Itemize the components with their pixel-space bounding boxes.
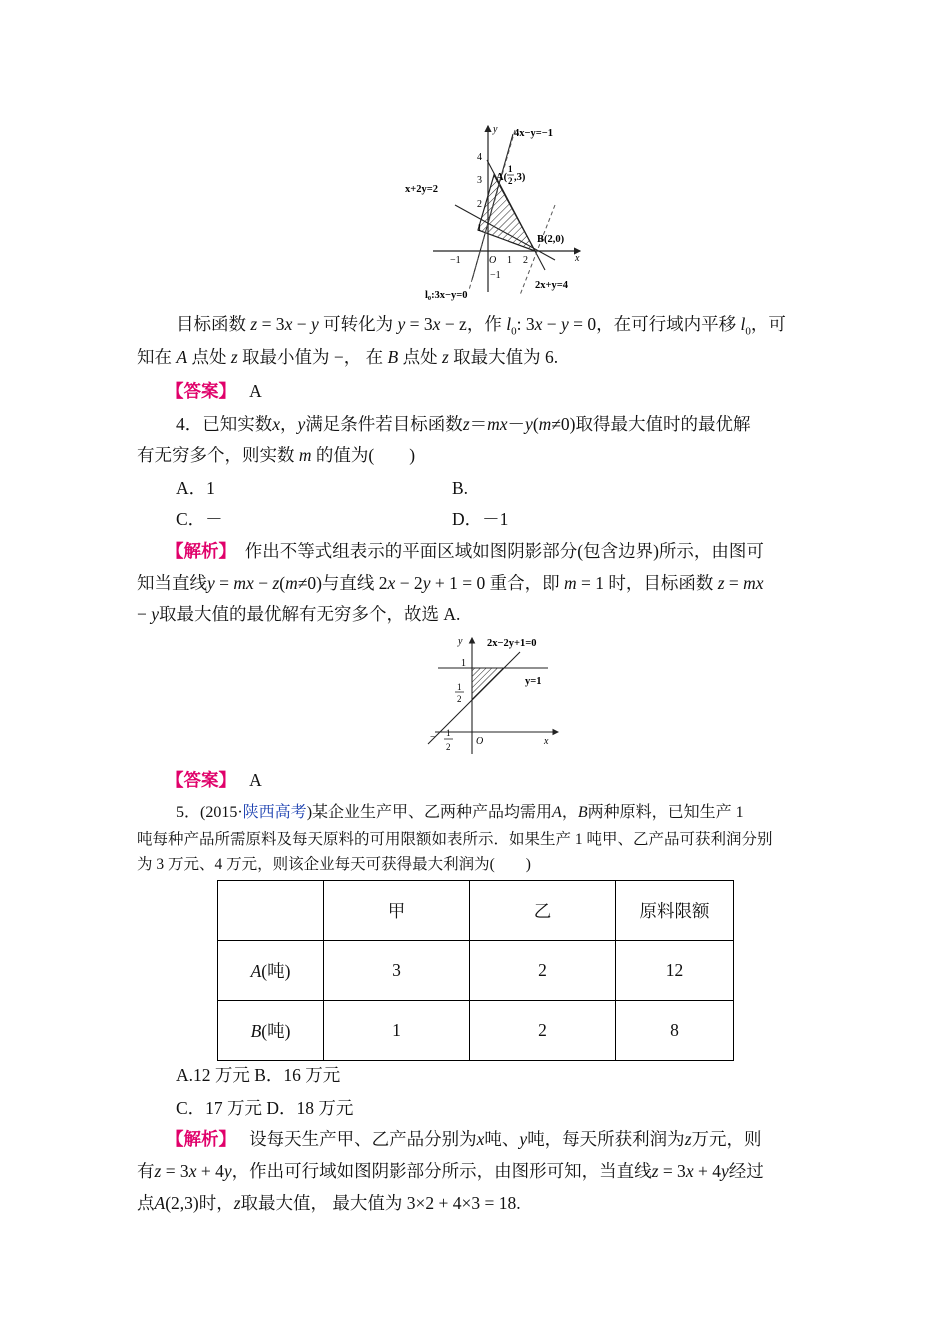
tick-y-1: 1 — [477, 223, 482, 234]
text: ( — [279, 573, 286, 593]
text: ， — [280, 414, 298, 434]
text: 作出不等式组表示的平面区域如图阴影部分(包含边界)所示，由图可 — [244, 541, 764, 561]
tick-half-num: 1 — [457, 682, 462, 692]
answer-tag: 【答案】 — [166, 770, 236, 790]
var-a: A — [552, 804, 562, 821]
text: 吨，每天所获利润为 — [527, 1129, 685, 1149]
var-x: x — [476, 1129, 485, 1149]
label-point-a: A( — [496, 172, 508, 183]
table-row — [218, 1001, 734, 1061]
solution-tag: 【解析】 — [166, 541, 236, 561]
text: = 3 — [257, 314, 285, 334]
var-mx: mx — [743, 573, 764, 593]
text: = — [724, 573, 744, 593]
text: = 0，在可行域内平移 — [568, 314, 737, 334]
var-a: A — [176, 347, 188, 367]
text: 万元，则 — [691, 1129, 762, 1149]
var-mx: mx — [487, 414, 508, 434]
question-5-line-1 — [176, 802, 744, 824]
tick-y-3: 3 — [477, 175, 482, 186]
var-z: z — [230, 347, 238, 367]
text: = 1 时，目标函数 — [576, 573, 714, 593]
var-l: l — [506, 314, 512, 334]
text: 有 — [137, 1161, 155, 1181]
label-4x-y: 4x−y=−1 — [514, 128, 553, 139]
var-z: z — [250, 314, 258, 334]
text: 目标函数 — [176, 314, 246, 334]
text: = — [214, 573, 234, 593]
var-y: y — [720, 1161, 729, 1181]
unit: (吨) — [261, 1021, 291, 1041]
axis-x-label: x — [544, 736, 549, 747]
line-2x-2y — [428, 652, 520, 744]
var-m: m — [563, 573, 577, 593]
text: ，可 — [750, 314, 786, 334]
source-link[interactable]: 陕西高考 — [242, 804, 307, 821]
question-4-line-1 — [176, 413, 750, 435]
tick-x-neg1: −1 — [450, 255, 461, 266]
var-z: z — [717, 573, 725, 593]
option-4c: C．－ — [176, 509, 223, 529]
origin-label: O — [476, 736, 484, 747]
var-x: x — [387, 573, 396, 593]
solution-4-line-3 — [137, 603, 460, 625]
var-z: z — [651, 1161, 659, 1181]
text: ， — [561, 804, 578, 821]
var-a: A — [154, 1193, 166, 1213]
table-cell: 3 — [324, 941, 470, 1001]
solution-tag: 【解析】 — [166, 1129, 236, 1149]
solution-3-line-1 — [176, 313, 786, 343]
var-y: y — [397, 314, 406, 334]
table-header-cell — [218, 881, 324, 941]
text: 取最大值， 最大值为 3×2 + 4×3 = 18. — [240, 1193, 521, 1213]
figure-feasible-region-1 — [395, 120, 595, 305]
label-y1: y=1 — [525, 676, 542, 687]
label-point-a-num: 1 — [508, 164, 513, 174]
text: 4．已知实数 — [176, 414, 273, 434]
var-b: B — [387, 347, 399, 367]
text: ，作出可行域如图阴影部分所示，由图形可知，当直线 — [231, 1161, 652, 1181]
text: 吨、 — [484, 1129, 520, 1149]
table-row-label — [218, 1001, 324, 1061]
var-y: y — [223, 1161, 232, 1181]
text: 知当直线 — [137, 573, 207, 593]
var-x: x — [272, 414, 281, 434]
label-l0: l₀:3x−y=0 — [425, 290, 468, 301]
text: + 4 — [196, 1161, 224, 1181]
var-z: z — [233, 1193, 241, 1213]
text: 知在 — [137, 347, 172, 367]
text: ( — [532, 414, 539, 434]
var-b: B — [577, 804, 588, 821]
options-5ab: A.12 万元 B．16 万元 — [176, 1065, 341, 1085]
solution-4-line-1 — [166, 540, 764, 562]
text: 点 — [137, 1193, 155, 1213]
label-x2y: x+2y=2 — [405, 184, 438, 195]
question-5-line-3: 为 3 万元、4 万元，则该企业每天可获得最大利润为( ) — [137, 856, 531, 873]
table-cell: 2 — [470, 941, 616, 1001]
unit: (吨) — [261, 961, 291, 981]
var-y: y — [519, 1129, 528, 1149]
option-4d: D．－1 — [452, 509, 509, 529]
var-z: z — [272, 573, 280, 593]
table-cell: 2 — [470, 1001, 616, 1061]
var-z: z — [462, 414, 470, 434]
table-cell: 1 — [324, 1001, 470, 1061]
label-point-b: B(2,0) — [537, 234, 565, 245]
tick-1: 1 — [461, 658, 466, 669]
text: 取最大值为 6. — [453, 347, 559, 367]
text: : 3 — [516, 314, 535, 334]
var-z: z — [441, 347, 449, 367]
solution-4-line-2 — [137, 572, 764, 594]
option-4b: B. — [452, 478, 469, 498]
tick-half-den: 2 — [457, 694, 462, 704]
text: − — [137, 604, 152, 624]
var-y: y — [560, 314, 569, 334]
text: − — [253, 573, 273, 593]
var-mx: mx — [233, 573, 254, 593]
feasible-region-shading — [478, 175, 535, 251]
text: ≠0)取得最大值时的最优解 — [551, 414, 751, 434]
tick-neg-sign: − — [430, 732, 436, 743]
tick-y-4: 4 — [477, 152, 482, 163]
subscript: 0 — [745, 325, 751, 338]
solution-5-line-3 — [137, 1192, 521, 1214]
text: + 4 — [693, 1161, 721, 1181]
text: ＝ — [469, 414, 488, 434]
text: 两种原料，已知生产 1 — [587, 804, 744, 821]
text: (2,3)时， — [165, 1193, 234, 1213]
table-header-cell: 原料限额 — [616, 881, 734, 941]
table-row-label — [218, 941, 324, 1001]
var-x: x — [284, 314, 293, 334]
var-m: m — [538, 414, 552, 434]
answer-3 — [166, 380, 262, 402]
solution-3-line-2 — [137, 346, 558, 368]
label-point-a-den: 2 — [508, 176, 513, 186]
table-cell: 12 — [616, 941, 734, 1001]
solution-5-line-2 — [137, 1160, 764, 1182]
tick-neg-half-den: 2 — [446, 742, 451, 752]
text: − z，作 — [440, 314, 502, 334]
question-4-line-2 — [137, 444, 415, 466]
answer-4 — [166, 769, 262, 791]
text: = 3 — [161, 1161, 189, 1181]
text: = 3 — [658, 1161, 686, 1181]
text: = 3 — [405, 314, 433, 334]
solution-5-line-1 — [166, 1128, 762, 1150]
table-header-cell: 乙 — [470, 881, 616, 941]
text: 有无穷多个，则实数 — [137, 445, 295, 465]
var-a: A — [250, 961, 262, 981]
text: ≠0)与直线 2 — [297, 573, 388, 593]
text: 点处 — [402, 347, 438, 367]
text: )某企业生产甲、乙两种产品均需用 — [306, 804, 553, 821]
tick-neg-half-num: 1 — [446, 728, 451, 738]
var-x: x — [534, 314, 543, 334]
table-cell: 8 — [616, 1001, 734, 1061]
text: 满足条件若目标函数 — [305, 414, 463, 434]
text: 5．(2015· — [176, 804, 243, 821]
label-2xy: 2x+y=4 — [535, 280, 568, 291]
var-m: m — [285, 573, 298, 593]
text: 点处 — [191, 347, 227, 367]
text: 取最大值的最优解有无穷多个，故选 A. — [159, 604, 461, 624]
text: − — [542, 314, 561, 334]
text: 设每天生产甲、乙产品分别为 — [249, 1129, 477, 1149]
axis-x-label: x — [575, 253, 580, 264]
answer-tag: 【答案】 — [166, 381, 236, 401]
tick-y-neg1: −1 — [490, 270, 501, 281]
text: + 1 = 0 重合，即 — [430, 573, 560, 593]
text: 可转化为 — [323, 314, 394, 334]
text: － — [507, 414, 526, 434]
answer-value: A — [249, 770, 262, 790]
var-b: B — [250, 1021, 262, 1041]
var-m: m — [298, 445, 312, 465]
var-y: y — [525, 414, 533, 434]
text: − — [292, 314, 311, 334]
var-y: y — [310, 314, 319, 334]
figure-feasible-region-2 — [420, 632, 570, 762]
text: 取最小值为 −， 在 — [242, 347, 384, 367]
var-y: y — [297, 414, 306, 434]
materials-table — [217, 880, 734, 1061]
label-point-a-post: ,3) — [514, 172, 526, 183]
var-z: z — [684, 1129, 692, 1149]
text: 经过 — [728, 1161, 764, 1181]
var-y: y — [422, 573, 431, 593]
var-x: x — [685, 1161, 694, 1181]
origin-label: O — [489, 255, 497, 266]
var-l: l — [740, 314, 746, 334]
label-line: 2x−2y+1=0 — [487, 638, 537, 649]
axis-y-label: y — [458, 636, 463, 647]
text: − 2 — [395, 573, 423, 593]
text: 的值为( ) — [315, 445, 416, 465]
tick-x-1: 1 — [507, 255, 512, 266]
var-z: z — [154, 1161, 162, 1181]
table-header-row — [218, 881, 734, 941]
tick-x-2: 2 — [523, 255, 528, 266]
question-5-line-2: 吨每种产品所需原料及每天原料的可用限额如表所示．如果生产 1 吨甲、乙产品可获利润分别 — [137, 831, 773, 848]
var-y: y — [151, 604, 160, 624]
table-header-cell: 甲 — [324, 881, 470, 941]
var-x: x — [188, 1161, 197, 1181]
subscript: 0 — [511, 325, 517, 338]
table-row — [218, 941, 734, 1001]
var-x: x — [432, 314, 441, 334]
answer-value: A — [249, 381, 262, 401]
axis-y-label: y — [493, 124, 498, 135]
options-5cd: C．17 万元 D．18 万元 — [176, 1098, 354, 1118]
option-4a: A．1 — [176, 478, 215, 498]
tick-y-2: 2 — [477, 199, 482, 210]
var-y: y — [207, 573, 215, 593]
